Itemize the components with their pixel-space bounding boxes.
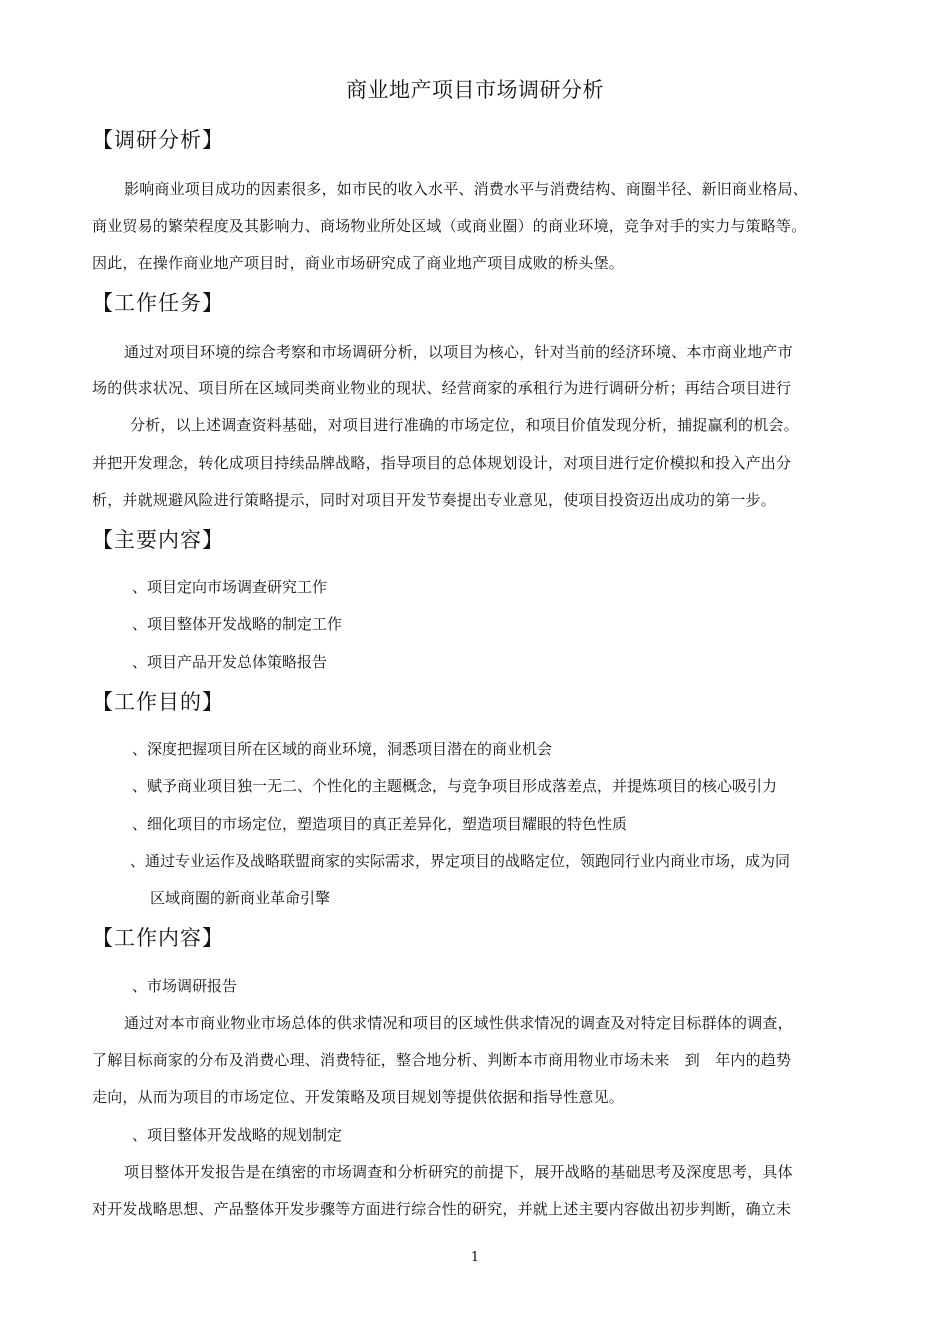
section-heading-goals: 【工作目的】 <box>92 690 224 714</box>
paragraph-line: 走向，从而为项目的市场定位、开发策略及项目规划等提供依据和指导性意见。 <box>92 1088 625 1106</box>
paragraph-line: 析，并就规避风险进行策略提示，同时对项目开发节奏提出专业意见，使项目投资迈出成功的第一步。 <box>92 491 777 509</box>
paragraph-line: 通过对项目环境的综合考察和市场调研分析，以项目为核心，针对当前的经济环境、本市商业地产市 <box>124 343 793 361</box>
page-title: 商业地产项目市场调研分析 <box>346 78 604 102</box>
paragraph-line: 通过对本市商业物业市场总体的供求情况和项目的区域性供求情况的调查及对特定目标群体的调查， <box>124 1014 793 1032</box>
section-heading-main-content: 【主要内容】 <box>92 528 224 552</box>
list-item: 、项目产品开发总体策略报告 <box>132 653 328 671</box>
paragraph-line: 并把开发理念，转化成项目持续品牌战略，指导项目的总体规划设计，对项目进行定价模拟和投入产出分 <box>92 454 792 472</box>
list-item: 、赋予商业项目独一无二、个性化的主题概念，与竞争项目形成落差点，并提炼项目的核心吸引力 <box>132 777 778 795</box>
list-item-continuation: 区域商圈的新商业革命引擎 <box>150 889 331 907</box>
list-item: 、项目整体开发战略的制定工作 <box>132 615 343 633</box>
list-item: 、项目定向市场调查研究工作 <box>132 578 328 596</box>
section-heading-tasks: 【工作任务】 <box>92 291 224 315</box>
sub-heading: 、项目整体开发战略的规划制定 <box>132 1126 343 1144</box>
paragraph-line: 了解目标商家的分布及消费心理、消费特征，整合地分析、判断本市商用物业市场未来 到 年内的趋势 <box>92 1051 792 1069</box>
paragraph-line: 项目整体开发报告是在缜密的市场调查和分析研究的前提下，展开战略的基础思考及深度思考，具体 <box>124 1163 793 1181</box>
section-heading-work-content: 【工作内容】 <box>92 926 224 950</box>
list-item: 、深度把握项目所在区域的商业环境，洞悉项目潜在的商业机会 <box>132 740 553 758</box>
paragraph-line: 场的供求状况、项目所在区域同类商业物业的现状、经营商家的承租行为进行调研分析；再结合项目进行 <box>92 379 792 397</box>
list-item: 、通过专业运作及战略联盟商家的实际需求，界定项目的战略定位，领跑同行业内商业市场，成为同 <box>130 852 791 870</box>
paragraph-line: 商业贸易的繁荣程度及其影响力、商场物业所处区域（或商业圈）的商业环境，竞争对手的实力与策略等。 <box>92 217 807 235</box>
paragraph-line: 因此，在操作商业地产项目时，商业市场研究成了商业地产项目成败的桥头堡。 <box>92 254 625 272</box>
paragraph-line: 分析，以上述调查资料基础，对项目进行准确的市场定位，和项目价值发现分析，捕捉赢利的机会。 <box>130 416 799 434</box>
sub-heading: 、市场调研报告 <box>132 977 238 995</box>
list-item: 、细化项目的市场定位，塑造项目的真正差异化，塑造项目耀眼的特色性质 <box>132 815 628 833</box>
page-number: 1 <box>470 1250 480 1265</box>
section-heading-research: 【调研分析】 <box>92 128 224 152</box>
paragraph-line: 影响商业项目成功的因素很多，如市民的收入水平、消费水平与消费结构、商圈半径、新旧商业格局、 <box>124 180 809 198</box>
paragraph-line: 对开发战略思想、产品整体开发步骤等方面进行综合性的研究，并就上述主要内容做出初步判断，确立未 <box>92 1200 792 1218</box>
